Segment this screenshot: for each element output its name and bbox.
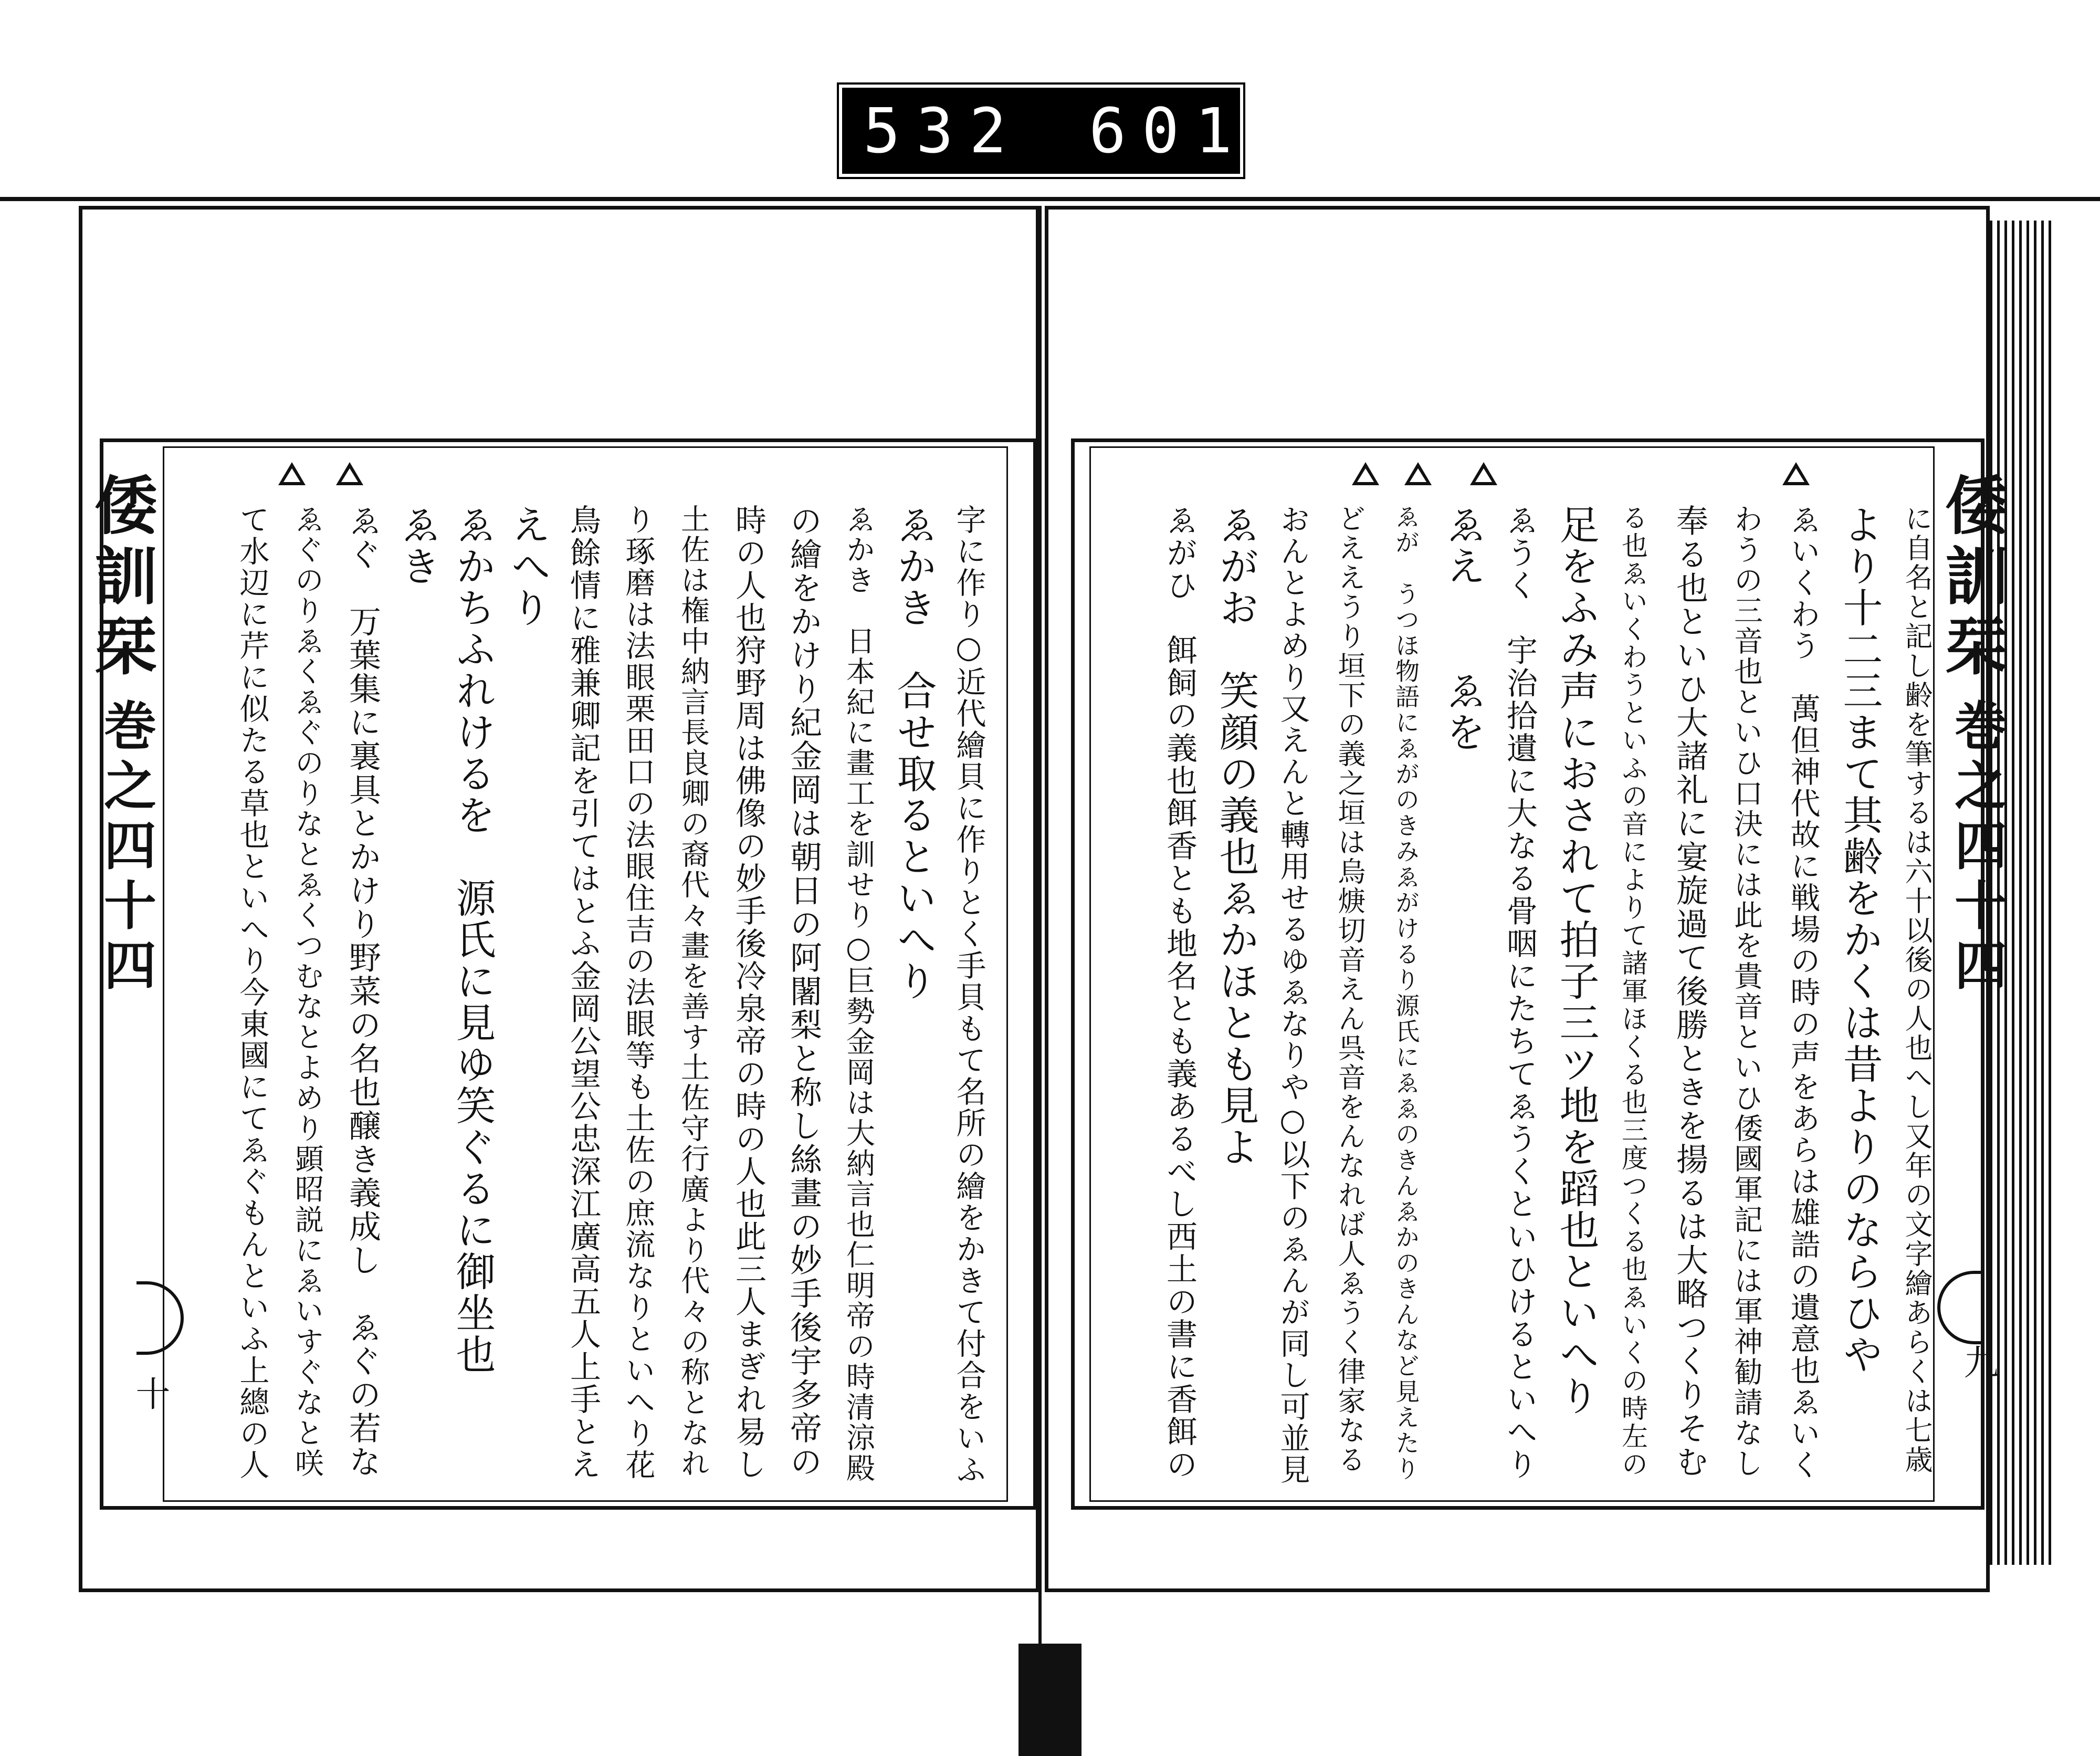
book-top-edge (0, 197, 2100, 201)
entry-marker-icon (1352, 462, 1379, 485)
text-column: えへり (505, 504, 551, 629)
text-column: に自名と記し齢を筆するは六十以後の人也へし又年の文字繪あらくは七歳 (1900, 504, 1933, 1475)
text-column: ゑぐ 万葉集に裏具とかけり野菜の名也醸き義成し ゑぐの若な (344, 504, 381, 1479)
spine-clip (1018, 1644, 1082, 1756)
text-column: ゑがひ 餌飼の義也餌香とも地名とも義あるべし西土の書に香餌の (1161, 504, 1198, 1481)
left-volume-label: 巻之四十四 (95, 698, 157, 998)
text-column: ゑぐのりゑくゑぐのりなとゑくつむなとよめり顕昭説にゑいすぐなと咲 (290, 504, 324, 1479)
text-column: ゑいくわう 萬但神代故に戦場の時の声をあらは雄誥の遺意也ゑいく (1786, 504, 1820, 1481)
text-column: ゑかき 合せ取るといへり (890, 504, 937, 1002)
left-page-circle (136, 1281, 184, 1355)
gutter-line (1038, 206, 1042, 1708)
right-running-title: 倭訓栞 (1935, 473, 2009, 684)
text-column: わうの三音也といひ口決には此を貴音といひ倭國軍記には軍神勧請なし (1729, 504, 1763, 1479)
text-column: 土佐は権中納言長良卿の裔代々畫を善す土佐守行廣より代々の称となれ (676, 504, 710, 1479)
text-column: ゑかちふれけるを 源氏に見ゆ笑ぐるに御坐也 (449, 504, 496, 1375)
text-column: 字に作り○近代繪貝に作りとく手貝もて名所の繪をかきて付合をいふ (951, 504, 986, 1486)
entry-marker-icon (1782, 462, 1810, 485)
right-page-number: 九 (1958, 1344, 1998, 1379)
text-column: おんとよめり又えんと轉用せるゆゑなりや○以下のゑんが同し可並見 (1275, 504, 1310, 1486)
text-column: る也ゑいくわうといふの音によりて諸軍ほくる也三度つくる也ゑいくの時左の (1618, 504, 1648, 1478)
text-column: どええうり垣下の義之垣は烏焿切音えん呉音をんなれば人ゑうく律家なる (1334, 504, 1366, 1475)
entry-marker-icon (278, 462, 306, 485)
catalogue-label (839, 85, 1301, 177)
entry-marker-icon (1470, 462, 1497, 485)
text-column: 奉る也といひ大諸礼に宴旋過て後勝ときを揚るは大略つくりそむ (1671, 504, 1708, 1479)
left-running-title: 倭訓栞 (84, 473, 158, 684)
text-column: ゑかき 日本紀に畫工を訓せり○巨勢金岡は大納言也仁明帝の時清涼殿 (842, 504, 875, 1483)
text-column: より十二三まて其齢をかくは昔よりのならひや (1836, 504, 1883, 1375)
text-column: ゑえ ゑを (1440, 504, 1486, 753)
text-column: り琢磨は法眼栗田口の法眼住吉の法眼等も土佐の庶流なりといへり花 (621, 504, 655, 1481)
text-column: ゑき (394, 504, 441, 587)
left-page-number: 十 (130, 1376, 170, 1410)
text-column: 時の人也狩野周は佛像の妙手後冷泉帝の時の人也此三人まぎれ易し (730, 504, 766, 1481)
label-right-number: 601. (1089, 95, 1301, 167)
text-column: 鳥餘情に雅兼卿記を引てはとふ金岡公望公忠深江廣高五人上手とえ (565, 504, 601, 1481)
text-column: ゑが うつほ物語にゑがのきみゑがけるり源氏にゑゑのきんゑかのきんなど見えたり (1392, 504, 1420, 1482)
label-left-number: 532 (863, 95, 1023, 167)
entry-marker-icon (1404, 462, 1432, 485)
text-column: て水辺に芹に似たる草也といへり今東國にてゑぐもんといふ上總の人 (235, 504, 269, 1481)
text-column: ゑうく 宇治拾遺に大なる骨咽にたちてゑうくといひけるといへり (1502, 504, 1538, 1481)
text-column: ゑがお 笑顔の義也ゑかほとも見よ (1213, 504, 1259, 1168)
entry-marker-icon (336, 462, 363, 485)
text-column: 足をふみ声におされて拍子三ツ地を蹈也といへり (1553, 504, 1600, 1417)
right-page-circle (1937, 1271, 1984, 1344)
right-volume-label: 巻之四十四 (1946, 698, 2008, 998)
text-column: の繪をかけり紀金岡は朝日の阿闍梨と称し絲畫の妙手後宇多帝の (785, 504, 822, 1479)
